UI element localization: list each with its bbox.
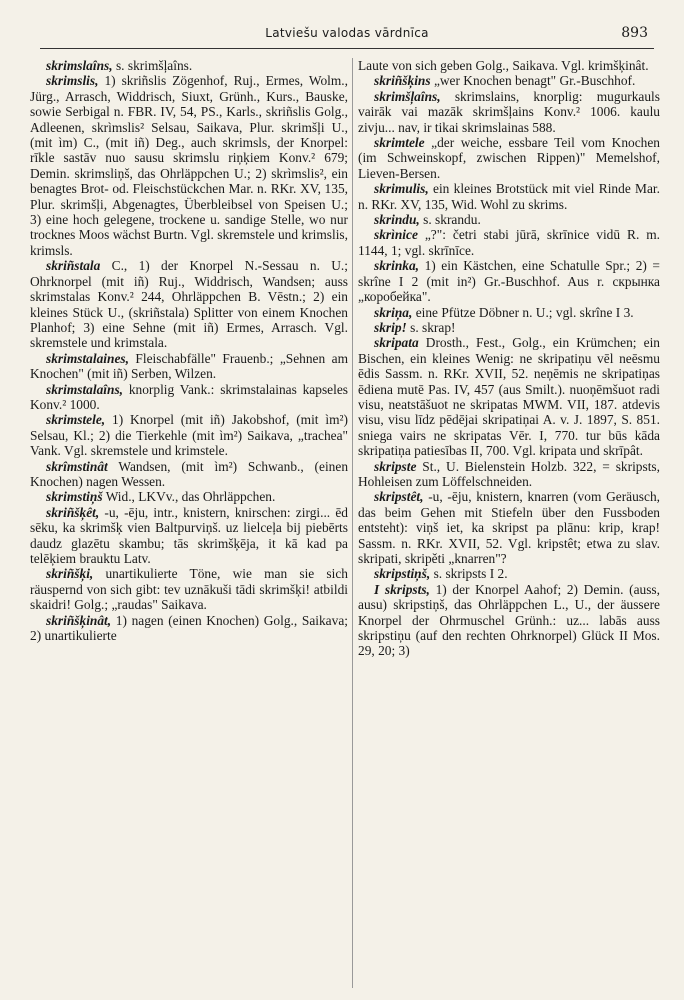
- entry-text: -u, -ēju, intr., knistern, knirschen: zirgi... ēd sēku, ka skrimšķ vien Baltpurviņš. uz lielceļa bij piebērts daudz glazētu skambu; tās skrimšķēja, it kā kad pa telēķiem brauktu Latv.: [30, 504, 348, 566]
- dictionary-entry: [358, 227, 660, 258]
- entry-text: s. skrimšļaîns.: [115, 58, 193, 73]
- entry-headword: skrimslis,: [46, 73, 99, 89]
- dictionary-entry: [30, 505, 348, 567]
- dictionary-entry-continued: [358, 58, 660, 73]
- entry-headword: skripstiņš,: [374, 566, 431, 582]
- entry-text: Wandsen, (mit ìm²) Schwanb., (einen Knochen) nagen Wessen.: [30, 458, 348, 489]
- entry-headword: skriñšķinât,: [46, 612, 112, 628]
- entry-text: unartikulierte Töne, wie man sie sich räuspernd von sich gibt: tev uznākuši tādi skrimšķi! atbildi skaidri! Golg.; „raudas" Saikava.: [30, 566, 348, 613]
- entry-headword: skrimšļaîns,: [374, 88, 441, 104]
- dictionary-entry: [30, 382, 348, 413]
- dictionary-entry: [30, 459, 348, 490]
- entry-headword: skriņa,: [374, 304, 413, 320]
- dictionary-entry: [358, 181, 660, 212]
- entry-text: s. skrap!: [410, 319, 456, 335]
- entry-headword: skrimstele,: [46, 412, 106, 428]
- entry-headword: skrimstiņš: [46, 489, 103, 505]
- entry-text: skrimslains, knorplig: mugurkauls vairāk vai mazāk skrimšļains Konv.² 1006. kaulu zivju... nav, ir tikai skrimslainas 588.: [358, 88, 660, 135]
- dictionary-entry: [358, 566, 660, 581]
- entry-headword: skripste: [374, 458, 417, 474]
- entry-text: s. skrandu.: [423, 212, 481, 228]
- entry-text: Laute von sich geben Golg., Saikava. Vgl. krimšķinât.: [358, 58, 649, 73]
- entry-text: St., U. Bielenstein Holzb. 322, = skripsts, Hohleisen zum Löffelschneiden.: [358, 458, 660, 489]
- entry-headword: skrimtele: [374, 135, 425, 151]
- entry-headword: skrimslaîns,: [46, 58, 113, 73]
- dictionary-entry: [358, 212, 660, 227]
- entry-text: Wid., LKVv., das Ohrläppchen.: [105, 489, 276, 505]
- dictionary-entry: [358, 582, 660, 659]
- entry-headword: skriñstala: [46, 258, 101, 274]
- entry-headword: skripata: [374, 335, 419, 351]
- entry-text: eine Pfütze Döbner n. U.; vgl. skrîne I 3.: [415, 304, 634, 320]
- entry-text: C., 1) der Knorpel N.-Sessau n. U.; Ohrknorpel (mit iñ) Ruj., Widdrisch, Wandsen; auss skrimstalas Konv.² 244, Ohrläppchen B. Vēstn.; 2) ein kleines Stück U., (skriñstala) Splitter von einem Knochen Planhof; 3) eine Sehne (mit iñ) Ermes, Arrasch. Vgl. skremstele und krimstala.: [30, 258, 348, 351]
- dictionary-entry: [30, 58, 348, 73]
- entry-headword: skrîmstinât: [46, 458, 108, 474]
- dictionary-entry: [30, 258, 348, 350]
- dictionary-entry: [358, 135, 660, 181]
- entry-headword: skrinka,: [374, 258, 420, 274]
- right-column: [358, 58, 660, 988]
- entry-text: Drosth., Fest., Golg., ein Krümchen; ein Bischen, ein kleines Wenig: ne skripatiņu vēl neēsmu ēdis Sassm. n. RKr. XVII, 52. neņēmis ne skripatiņas ēdiena mutē Pas. IV, 457 (aus Smilt.). nuoņēmšuot radi visu, neatstāšuot ne skripatas MWM. VII, 187. atdevis visu, visu līdz pēdējai skripatiņai A. v. J. 1897, S. 851. sniega vairs ne skripatas Vēr. I, 770. tur būs kāda skripatiņa patiesības II, 700. Vgl. kripata und skrīpât.: [358, 335, 660, 459]
- dictionary-entry: [358, 73, 660, 88]
- entry-headword: skrindu,: [374, 212, 420, 228]
- entry-text: „der weiche, essbare Teil vom Knochen (im Schweinskopf, zwischen Rippen)" Memelshof, Lieven-Bersen.: [358, 135, 660, 181]
- entry-text: 1) Knorpel (mit iñ) Jakobshof, (mit ìm²) Selsau, Kl.; 2) die Tierkehle (mit ìm²) Saikava, „trachea" Vank. Vgl. skremstele und krimstele.: [30, 412, 348, 459]
- dictionary-entry: [358, 89, 660, 135]
- page-header: [40, 26, 654, 50]
- entry-headword: skrimstalaines,: [46, 350, 129, 366]
- dictionary-entry: [30, 412, 348, 458]
- header-rule: [40, 48, 654, 49]
- dictionary-entry: [358, 335, 660, 458]
- page-number: 893: [621, 25, 648, 41]
- dictionary-entry: [30, 613, 348, 644]
- dictionary-entry: [30, 73, 348, 258]
- dictionary-entry: [30, 351, 348, 382]
- dictionary-entry: [358, 320, 660, 335]
- entry-headword: skrimulis,: [374, 181, 429, 197]
- left-column: [30, 58, 348, 988]
- entry-text: knorplig Vank.: skrimstalainas kapseles Konv.² 1000.: [30, 381, 348, 412]
- entry-text: „?": četri stabi jūrā, skrīnice vidū R. m. 1144, 1; vgl. skrīnīce.: [358, 227, 660, 258]
- entry-text: ein kleines Brotstück mit viel Rinde Mar. n. RKr. XV, 135, Wid. Wohl zu skrims.: [358, 181, 660, 212]
- dictionary-entry: [30, 566, 348, 612]
- entry-headword: skripstêt,: [374, 489, 424, 505]
- dictionary-entry: [358, 459, 660, 490]
- entry-text: 1) ein Kästchen, eine Schatulle Spr.; 2) = skrîne I 2 (mit in²) Gr.-Buschhof. Aus r. скрынка „коробейка".: [358, 258, 660, 305]
- entry-text: 1) skriñslis Zögenhof, Ruj., Ermes, Wolm., Jürg., Arrasch, Widdrisch, Siuxt, Grünh., Kurs., Bauske, sowie Serbigal n. FBR. IV, 54, PS., Karls., skriñslis Golg., Adleenen, skrìmslis² Selsau, Saikava, Plur. skrimšļi U., (mit ìm) C., (mit iñ) Deg., auch skrimsls, der Knorpel: rīkle sastāv nuo sausu skrimslu riņķiem Konv.² 679; Demin. skrimsliņš, das Ohrläppchen U.; 2) skrìmslis², ein benagtes Brot- od. Fleischstückchen Mar. n. RKr. XV, 135, Plur. skrimšļi, Abgenagtes, Überbleibsel von Speisen U.; 3) eine hoch gelegene, trockene u. sandige Stelle, wo nur trocknes Moos wächst Burtn. Vgl. skremstele und krimslis, krimsls.: [30, 73, 348, 258]
- entry-headword: skrimstalaîns,: [46, 381, 124, 397]
- entry-text: 1) der Knorpel Aahof; 2) Demin. (auss, ausu) skripstiņš, das Ohrläppchen L., U., der äussere Knorpel der Ohrmuschel Grünh.: uz... labās auss skripstiņu (auf den rechten Ohrknorpel) Glück II Mos. 29, 20; 3): [358, 581, 660, 659]
- dictionary-entry: [30, 489, 348, 504]
- dictionary-entry: [358, 489, 660, 566]
- entry-headword: skrip!: [374, 319, 407, 335]
- entry-headword: skrìnice: [374, 227, 418, 243]
- dictionary-entry: [358, 258, 660, 304]
- entry-text: „wer Knochen benagt" Gr.-Buschhof.: [433, 73, 636, 89]
- entry-headword: skriñšķi,: [46, 566, 94, 582]
- entry-text: Fleischabfälle" Frauenb.; „Sehnen am Knochen" (mit iñ) Serben, Wilzen.: [30, 350, 348, 382]
- entry-headword: I skripsts,: [374, 581, 430, 597]
- dictionary-entry: [358, 305, 660, 320]
- page-title: Latviešu valodas vārdnīca: [265, 26, 429, 40]
- entry-headword: skriñšķins: [374, 73, 431, 89]
- column-divider: [352, 58, 353, 988]
- entry-text: 1) nagen (einen Knochen) Golg., Saikava; 2) unartikulierte: [30, 612, 348, 644]
- entry-headword: skriñšķêt,: [46, 504, 100, 520]
- entry-text: s. skripsts I 2.: [433, 566, 508, 582]
- entry-text: -u, -ēju, knistern, knarren (vom Geräusch, das beim Gehen mit Stiefeln über den Fussboden entsteht): viņš iet, ka skripst pa plānu: krip, krap! Sassm. n. RKr. XVII, 52. Vgl. kripstêt; etwa zu slav. skripati, skripěti „knarren"?: [358, 489, 660, 566]
